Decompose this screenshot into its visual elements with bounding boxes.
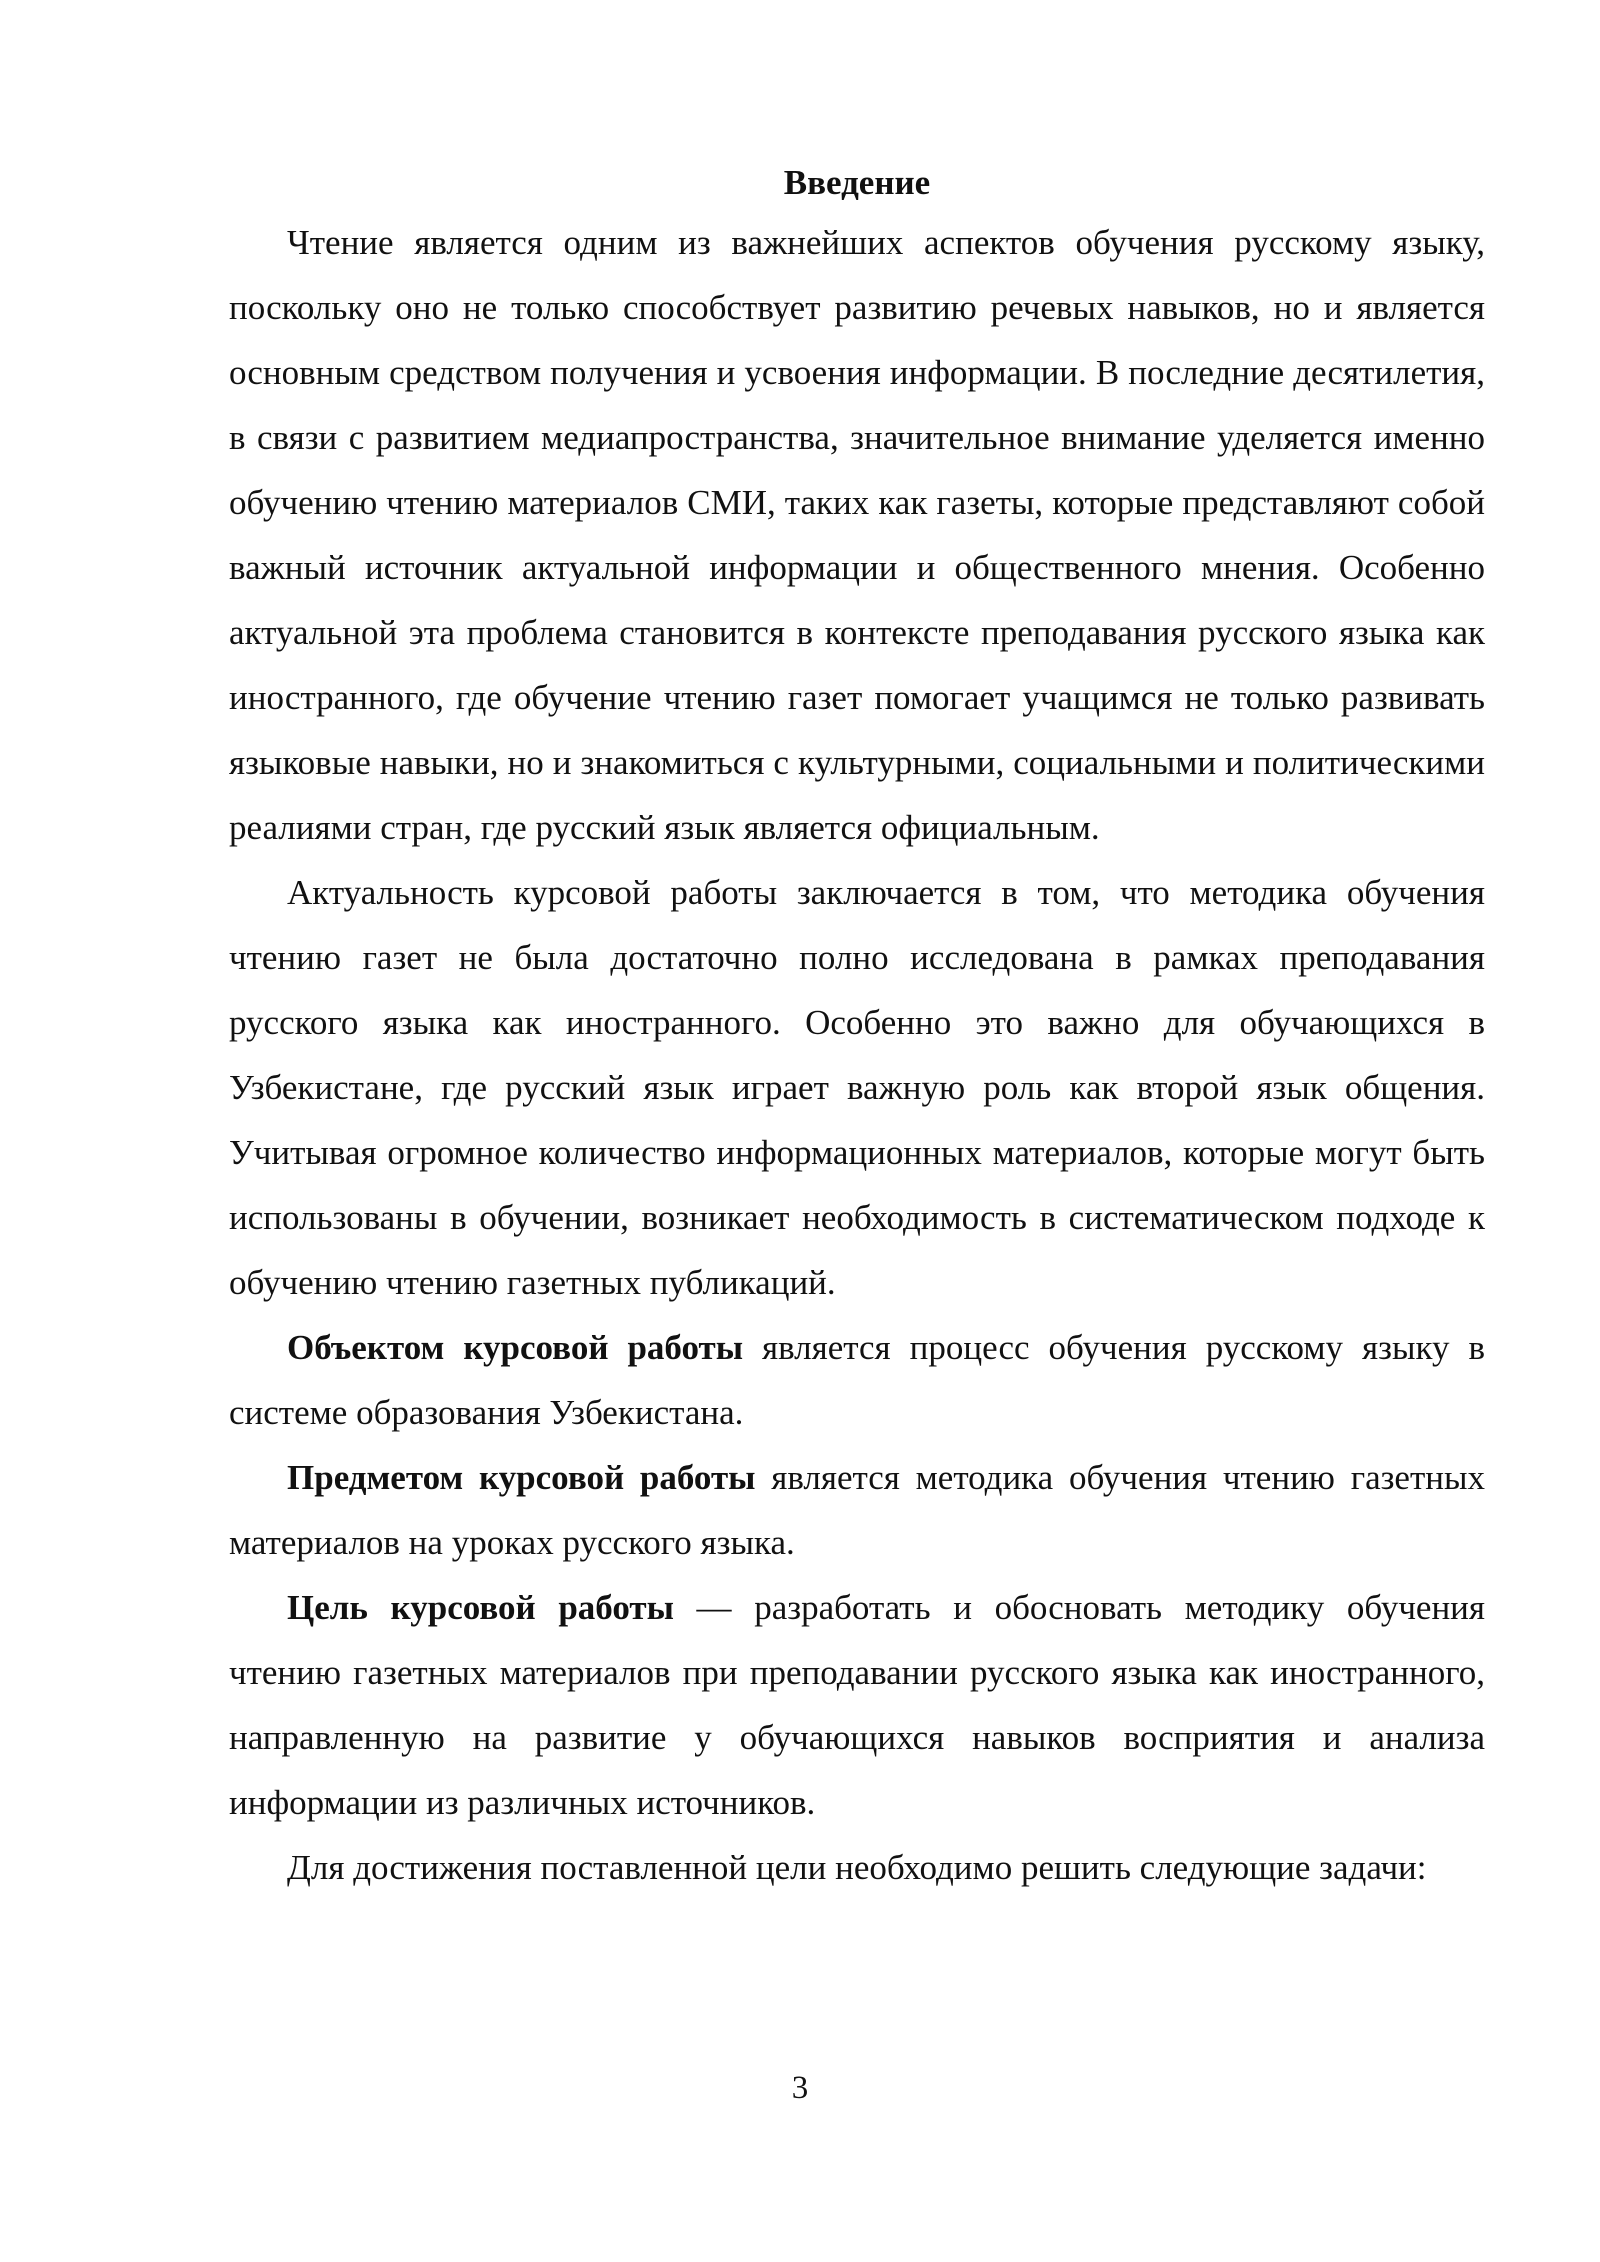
page-content (229, 156, 1485, 1900)
paragraph-goal (229, 1575, 1485, 1835)
paragraph-text: является методика обучения чтению газетных материалов на уроках русского языка. (229, 1458, 1486, 1562)
paragraph-bold-lead: Предметом курсовой работы (287, 1458, 756, 1497)
paragraph-text: Актуальность курсовой работы заключается в том, что методика обучения чтению газет не была достаточно полно исследована в рамках преподавания русского языка как иностранного. Особенно это важно для обучающихся в Узбекистане, где русский язык играет важную роль как второй язык общения. Учитывая огромное количество информационных материалов, которые могут быть использованы в обучении, возникает необходимость в систематическом подходе к обучению чтению газетных публикаций. (229, 873, 1485, 1302)
paragraph-relevance (229, 860, 1485, 1315)
paragraph-text: Чтение является одним из важнейших аспектов обучения русскому языку, поскольку оно не только способствует развитию речевых навыков, но и является основным средством получения и усвоения информации. В последние десятилетия, в связи с развитием медиапространства, значительное внимание уделяется именно обучению чтению материалов СМИ, таких как газеты, которые представляют собой важный источник актуальной информации и общественного мнения. Особенно актуальной эта проблема становится в контексте преподавания русского языка как иностранного, где обучение чтению газет помогает учащимся не только развивать языковые навыки, но и знакомиться с культурными, социальными и политическими реалиями стран, где русский язык является официальным. (229, 223, 1485, 847)
paragraph-text: — разработать и обосновать методику обучения чтению газетных материалов при преподавании русского языка как иностранного, направленную на развитие у обучающихся навыков восприятия и анализа информации из различных источников. (229, 1588, 1486, 1822)
paragraph-intro-reading (229, 210, 1485, 860)
paragraph-subject (229, 1445, 1485, 1575)
paragraph-bold-lead: Цель курсовой работы (287, 1588, 674, 1627)
paragraph-tasks-intro (229, 1835, 1485, 1900)
paragraph-text: является процесс обучения русскому языку в системе образования Узбекистана. (229, 1328, 1485, 1432)
page-number: 3 (791, 2070, 809, 2106)
paragraph-object (229, 1315, 1485, 1445)
paragraph-text: Для достижения поставленной цели необходимо решить следующие задачи: (287, 1848, 1427, 1887)
paragraph-bold-lead: Объектом курсовой работы (287, 1328, 744, 1367)
section-heading: Введение (783, 163, 931, 202)
